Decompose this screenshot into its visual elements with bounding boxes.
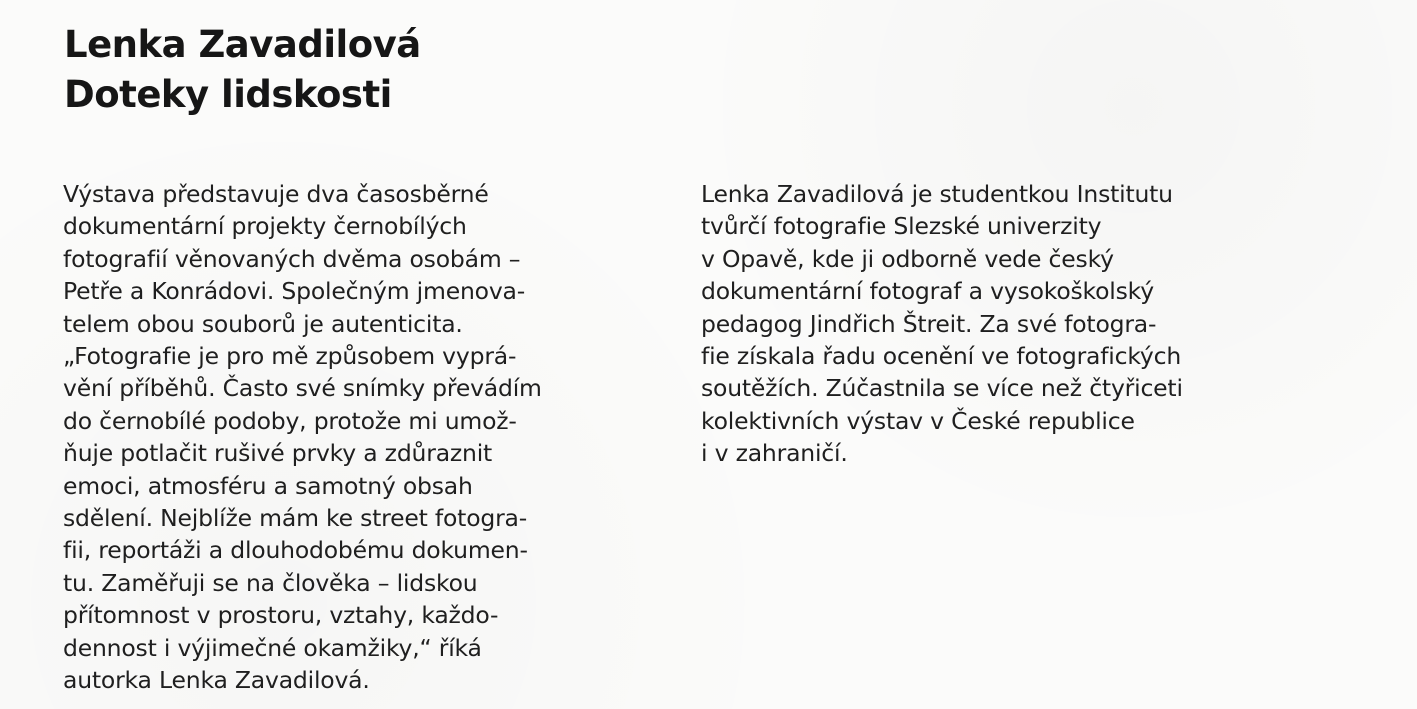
text-line: do černobílé podoby, protože mi umož- — [63, 406, 517, 435]
text-line: tu. Zaměřuji se na člověka – lidskou — [63, 568, 478, 597]
text-line: kolektivních výstav v České republice — [701, 406, 1135, 435]
text-line: autorka Lenka Zavadilová. — [63, 666, 370, 695]
text-line: Petře a Konrádovi. Společným jmenova- — [63, 277, 526, 306]
author-name: Lenka Zavadilová — [64, 23, 421, 66]
text-line: fii, reportáži a dlouhodobému dokumen- — [63, 536, 528, 565]
text-line: i v zahraničí. — [701, 439, 848, 468]
title-block — [64, 20, 764, 120]
text-line: Výstava představuje dva časosběrné — [63, 180, 489, 208]
text-line: soutěžích. Zúčastnila se více než čtyřiceti — [701, 374, 1183, 403]
text-line: emoci, atmosféru a samotný obsah — [63, 471, 473, 500]
text-line: dennost i výjimečné okamžiky,“ říká — [63, 633, 482, 662]
text-line: přítomnost v prostoru, vztahy, každo- — [63, 601, 499, 630]
text-line: Lenka Zavadilová je studentkou Institutu — [701, 180, 1173, 208]
text-line: ňuje potlačit rušivé prvky a zdůraznit — [63, 439, 493, 468]
text-line: vění příběhů. Často své snímky převádím — [63, 374, 542, 403]
text-line: telem obou souborů je autenticita. — [63, 309, 463, 338]
exhibition-description — [63, 178, 663, 697]
author-biography — [701, 178, 1341, 470]
text-line: „Fotografie je pro mě způsobem vyprá- — [63, 342, 517, 371]
text-line: fie získala řadu ocenění ve fotografických — [701, 342, 1182, 371]
text-line: fotografií věnovaných dvěma osobám – — [63, 244, 521, 273]
text-line: dokumentární fotograf a vysokoškolský — [701, 277, 1154, 306]
text-line: tvůrčí fotografie Slezské univerzity — [701, 212, 1102, 241]
exhibition-title: Doteky lidskosti — [64, 73, 392, 116]
text-line: dokumentární projekty černobílých — [63, 212, 467, 241]
text-line: v Opavě, kde ji odborně vede český — [701, 244, 1114, 273]
text-line: sdělení. Nejblíže mám ke street fotogra- — [63, 504, 528, 533]
text-line: pedagog Jindřich Štreit. Za své fotogra- — [701, 309, 1157, 338]
